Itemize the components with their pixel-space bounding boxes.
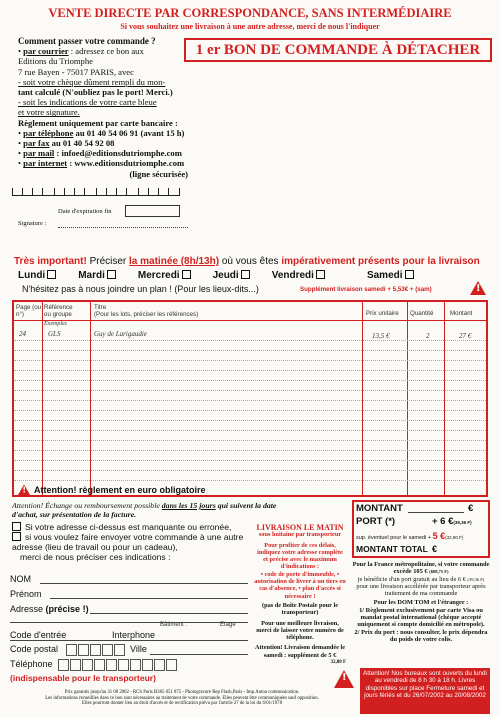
adresse-field-2[interactable] [10,622,248,623]
sample-title: Guy de Larigaudie [94,330,147,338]
sample-amount: 27 € [459,332,472,340]
saturday-fee-note: Supplément livraison samedi + 5,53€ + (sam) [300,286,432,293]
signature-field[interactable] [58,227,188,228]
sample-page: 24 [19,330,26,338]
code-postal-label: Code postal [10,644,59,654]
how-check1: - soit votre chèque dûment rempli du mon- [18,76,166,87]
day-monday[interactable]: Lundi [18,270,56,281]
how-email: • par mail : infoed@editionsdutriomphe.com [18,148,182,159]
telephone-label: Téléphone [10,659,53,669]
card-number-field[interactable] [12,176,180,196]
exchange-note: Attention! Échange ou remboursement possible dans les 15 jours qui suivent la date d'achat, sur présentation de la facture. [12,501,277,519]
montant-label: MONTANT [356,503,403,514]
how-by-mail: • par courrier : adressez ce bon aux [18,46,144,57]
day-friday[interactable]: Vendredi [272,270,325,281]
delivery-important: Très important! Préciser la matinée (8h/13h) où vous êtes impérativement présents pour la livraison [14,256,480,267]
total-currency: € [432,544,438,554]
office-warning-icon [334,670,354,688]
day-tuesday[interactable]: Mardi [78,270,116,281]
code-entree-label: Code d'entrée [10,630,67,640]
sample-reference: GLS [48,330,61,338]
sample-unit-price: 13,5 € [372,332,390,340]
day-wednesday[interactable]: Mercredi [138,270,191,281]
shipping-info: Pour la France métropolitaine, si votre commande excède 105 € (688,75 F) je bénéficie d'un port gratuit au lieu de 6 € (39,36 F) pour une livraison accélérée par transporteur après traitement de ma commande Pour les DOM TOM et l'étranger : 1/ Règlement exclusivement par carte Visa ou mandat postal international (chèque accepté uniquement si compte domicilié en métropole). 2/ Prix du port : nous consulter, le prix dépendra du poids de votre colis. [352,561,490,643]
th-page: Page (ou n°) [16,304,42,318]
adresse-label: Adresse (précise !) [10,604,89,614]
port-label: PORT (*) [356,516,396,527]
how-web-secure: (ligne sécurisée) [129,168,188,179]
montant-field[interactable] [408,512,464,513]
header-title: VENTE DIRECTE PAR CORRESPONDANCE, SANS INTERMÉDIAIRE [48,6,452,20]
order-title-box: 1 er BON DE COMMANDE À DÉTACHER [184,38,492,62]
batiment-label: Bâtiment : [160,622,188,628]
footer: Prix garantis jusqu'au 31 08 2002 - RCS Paris B385 051 875 - Photogravure Rep Flash,Paris - Imp.Autoa communication. Les informations recueillies dans ce bon sont nécessaires au traitement de votre commande. Elles peuvent être communiquées sauf opposition. Elles pourront donner lieu au droit d'accès et de rectification prévu par l'article 27 de la loi du 6/01/1978 [45,690,319,707]
warning-icon [470,281,486,295]
nom-label: NOM [10,574,31,584]
prenom-field[interactable] [50,598,248,599]
how-web: • par internet : www.editionsdutriomphe.com [18,158,185,169]
montant-currency: € [468,503,474,514]
how-to-order [18,36,188,179]
interphone-label: Interphone [112,630,156,640]
day-saturday[interactable]: Samedi [367,270,414,281]
how-card2: et votre signature. [18,107,80,118]
ville-field[interactable] [150,654,248,655]
how-address2: 7 rue Bayen - 75017 PARIS, avec [18,66,134,77]
examples-label: Exemples [44,321,67,327]
port-value: + 6 €(39,36 F) [432,516,472,527]
prenom-label: Prénom [10,589,42,599]
alt-option3: merci de nous préciser ces indications : [20,552,171,562]
sample-quantity: 2 [426,332,430,340]
header-subtitle: Si vous souhaitez une livraison à une autre adresse, merci de nous l'indiquer [120,22,380,31]
etage-label: Etage [220,622,236,628]
code-entree-field[interactable] [10,640,248,641]
how-phone: • par téléphone au 01 40 54 06 91 (avant 15 h) [18,127,185,138]
euro-notice: Attention! règlement en euro obligatoire [34,485,206,495]
transporter-note: (indispensable pour le transporteur) [10,673,156,683]
signature-label: Signature : [18,220,47,227]
nom-field[interactable] [40,583,248,584]
euro-warning-icon [16,483,32,497]
th-unit-price: Prix unitaire [366,310,399,317]
ville-label: Ville [130,644,147,654]
how-card-only: Règlement uniquement par carte bancaire : [18,117,178,128]
th-reference: Référence ou groupe [44,304,73,318]
th-quantity: Quantité [410,310,434,317]
th-amount: Montant [450,310,473,317]
plan-note: N'hésitez pas à nous joindre un plan ! (Pour les lieux-dits...) [22,284,259,294]
expiry-field[interactable] [125,205,180,217]
morning-delivery-info: LIVRAISON LE MATIN sous huitaine par transporteur Pour profiter de ces délais, indiquez votre adresse complète et précise avec le maximum d'indications : • code de porte d'immeuble, • autorisation de livrer à un tiers en cas d'absence, • plan d'accès si nécessaire ! (pas de Boîte Postale pour le transporteur) Pour une meilleure livraison, merci de laisser votre numéro de téléphone. Attention! Livraison demandée le samedi : supplément de 5 € 32,80 F [254,523,346,666]
how-card1: - soit les indications de votre carte bleue [18,97,157,108]
office-notice: Attention! Nos bureaux sont ouverts du lundi au vendredi de 8 h 30 à 18 h. Livres disponibles sur place Fermeture samedi et jours fériés et du 26/07/2002 au 20/08/2002 [360,668,490,714]
total-label: MONTANT TOTAL [356,544,428,554]
day-thursday[interactable]: Jeudi [213,270,250,281]
alt-address-section [12,522,250,562]
saturday-label: sup. éventuel pour le samedi + 5 €(32,80 F) [356,531,464,541]
how-check2: tant calculé (N'oubliez pas le port! Merci.) [18,87,173,98]
delivery-days [18,270,458,281]
how-address1: Editions du Triomphe [18,56,93,67]
how-to-heading: Comment passer votre commande ? [18,36,156,46]
adresse-field[interactable] [90,613,248,614]
alt-option2[interactable]: si vous voulez faire envoyer votre commande à une autre adresse (lieu de travail ou pour un cadeau), [12,532,244,552]
how-fax: • par fax au 01 40 54 92 08 [18,138,115,149]
th-title: Titre (Pour les lots, préciser les références) [94,304,199,318]
alt-option1[interactable]: Si votre adresse ci-dessus est manquante ou erronée, [12,522,250,532]
expiry-label: Date d'expiration fin [58,208,112,215]
order-table [12,300,488,497]
